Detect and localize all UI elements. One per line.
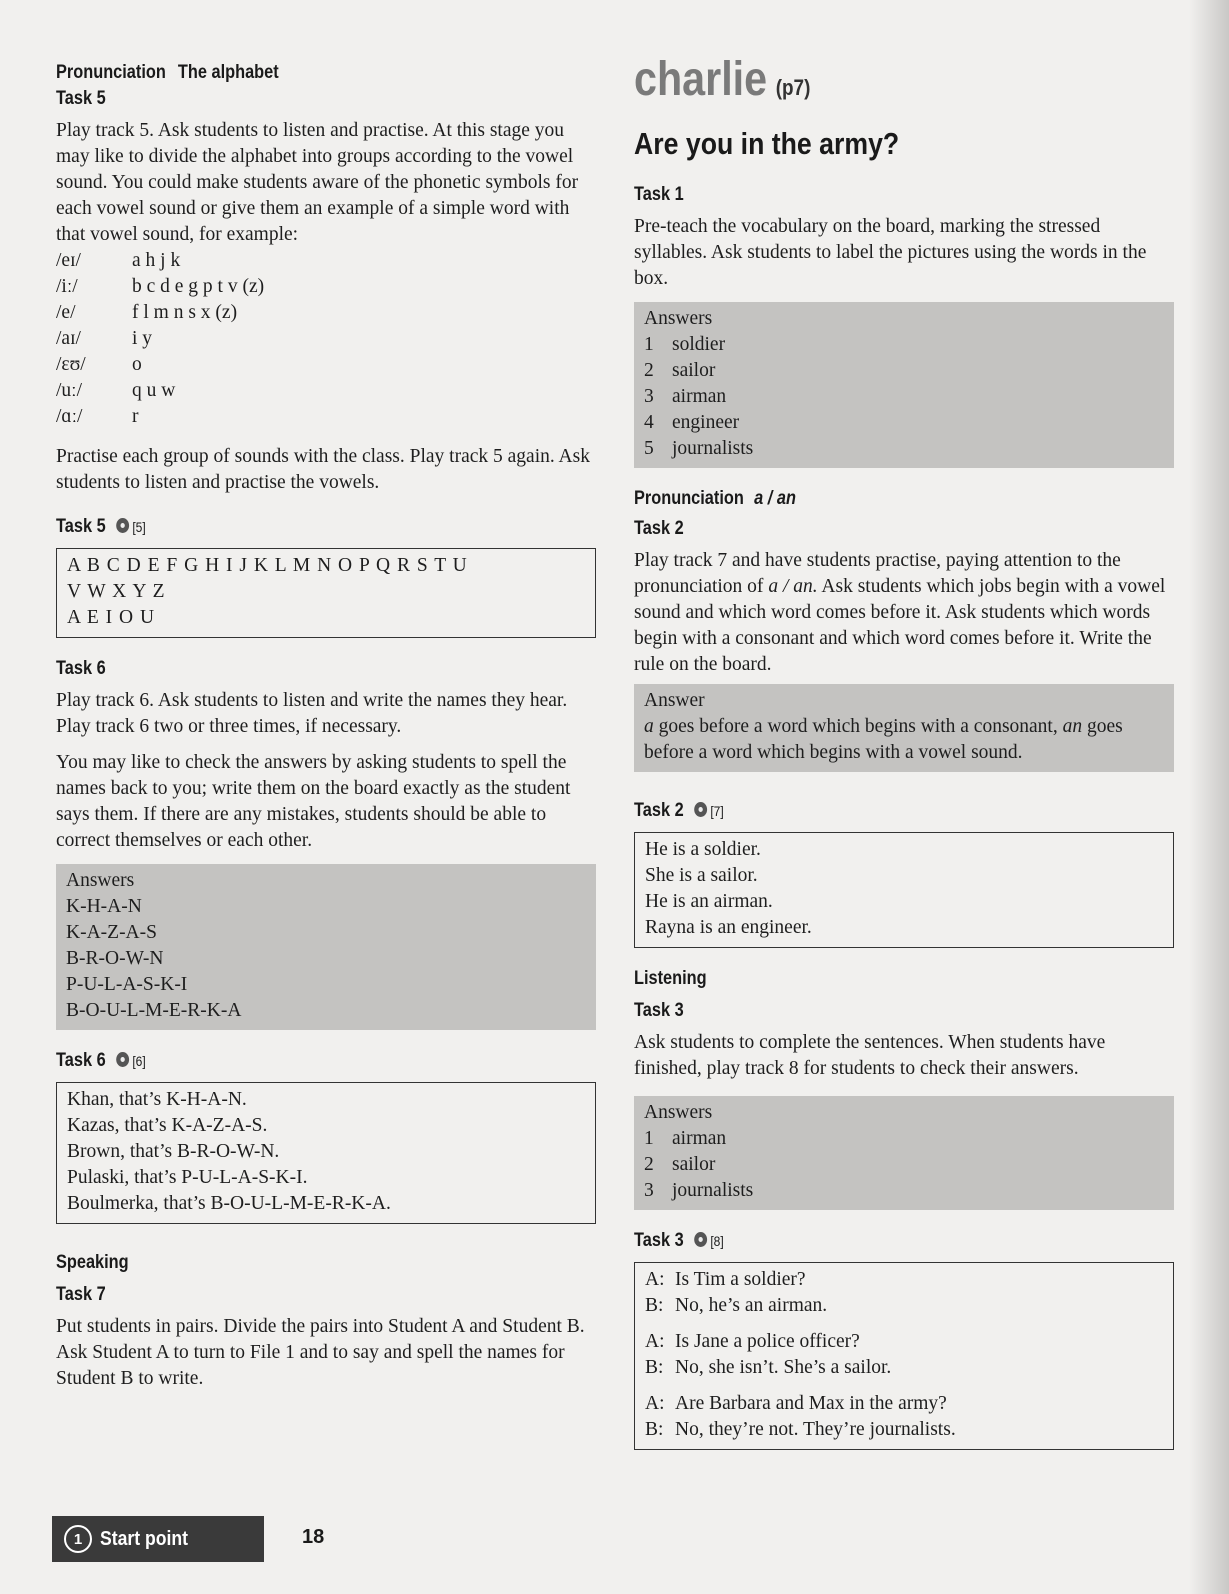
- answer-item: K-A-Z-A-S: [66, 922, 157, 943]
- page-edge-shadow: [1189, 0, 1229, 1594]
- task6-answers-box: Answers K-H-A-N K-A-Z-A-S B-R-O-W-N P-U-L-A-S-K-I B-O-U-L-M-E-R-K-A: [56, 864, 596, 1030]
- dialogue: A: Are Barbara and Max in the army? B: No, they’re not. They’re journalists.: [645, 1393, 956, 1440]
- phonetic-row: /ɑː/ r: [56, 406, 139, 427]
- task6-audio-heading: Task 6 [6]: [56, 1050, 146, 1071]
- task6-audioscript-box: Khan, that’s K-H-A-N. Kazas, that’s K-A-Z-A-S. Brown, that’s B-R-O-W-N. Pulaski, that’s P-U-L-A-S-K-I. Boulmerka, that’s B-O-U-L-M-E-R-K-A.: [56, 1082, 596, 1224]
- task3-audio-heading: Task 3 [8]: [634, 1230, 724, 1251]
- answer-item: 2 sailor: [644, 1154, 716, 1175]
- task5-heading: Task 5: [56, 88, 106, 109]
- phonetic-row: /e/ f l m n s x (z): [56, 302, 238, 323]
- task2-instructions: Play track 7 and have students practise, paying attention to the pronunciation of a / an. Ask students which jobs begin with a vowel sound and which word comes before it. Ask students which words begin with a consonant and which word comes before it. Write the rule on the board.: [634, 550, 1166, 675]
- task1-instructions: Pre-teach the vocabulary on the board, marking the stressed syllables. Ask students to label the pictures using the words in the box.: [634, 216, 1147, 289]
- task7-heading: Task 7: [56, 1284, 106, 1305]
- answer-item: K-H-A-N: [66, 896, 142, 917]
- cd-icon: [116, 1052, 129, 1067]
- task6-instructions: Play track 6. Ask students to listen and write the names they hear. Play track 6 two or three times, if necessary.: [56, 690, 568, 737]
- lesson-title: Are you in the army?: [634, 126, 900, 161]
- unit-title: charlie (p7): [634, 53, 811, 106]
- answer-item: 1 soldier: [644, 334, 726, 355]
- answer-item: 4 engineer: [644, 412, 740, 433]
- right-column: [634, 53, 1174, 1450]
- task2-audio-heading: Task 2 [7]: [634, 800, 724, 821]
- task2-audioscript-box: He is a soldier. She is a sailor. He is an airman. Rayna is an engineer.: [634, 832, 1174, 948]
- alphabet-box: A B C D E F G H I J K L M N O P Q R S T U V W X Y Z A E I O U: [56, 548, 596, 638]
- task2-rule: a goes before a word which begins with a consonant, an goes before a word which begins with a vowel sound.: [644, 716, 1123, 763]
- answer-item: 2 sailor: [644, 360, 716, 381]
- task1-answers-box: Answers 1 soldier 2 sailor 3 airman 4 engineer 5 journalists: [634, 302, 1174, 468]
- cd-icon: [694, 1232, 707, 1247]
- task2-heading: Task 2: [634, 518, 684, 539]
- pronunciation-heading: Pronunciation The alphabet: [56, 62, 279, 83]
- task3-audioscript-box: [634, 1262, 1174, 1450]
- cd-icon: [694, 802, 707, 817]
- phonetic-row: /iː/ b c d e g p t v (z): [56, 276, 265, 297]
- task1-heading: Task 1: [634, 184, 684, 205]
- answer-item: B-R-O-W-N: [66, 948, 164, 969]
- cd-icon: [116, 518, 129, 533]
- task7-instructions: Put students in pairs. Divide the pairs into Student A and Student B. Ask Student A to turn to File 1 and to say and spell the names for Student B to write.: [56, 1316, 585, 1389]
- answer-item: 1 airman: [644, 1128, 727, 1149]
- task6-check-instructions: You may like to check the answers by asking students to spell the names back to you; write them on the board exactly as the student says them. If there are any mistakes, students should be able to correct themselves or each other.: [56, 752, 571, 851]
- listening-heading: Listening: [634, 968, 707, 989]
- phonetic-row: /aɪ/ i y: [56, 328, 153, 349]
- phonetic-list: [56, 248, 596, 430]
- page-number: 18: [302, 1526, 325, 1548]
- answer-item: 5 journalists: [644, 438, 754, 459]
- left-column: [56, 60, 596, 1392]
- task5-audio-heading: Task 5 [5]: [56, 516, 146, 537]
- task3-answers-box: Answers 1 airman 2 sailor 3 journalists: [634, 1096, 1174, 1210]
- answer-item: P-U-L-A-S-K-I: [66, 974, 188, 995]
- task3-heading: Task 3: [634, 1000, 684, 1021]
- unit-label: Start point: [100, 1527, 188, 1550]
- dialogue: A: Is Jane a police officer? B: No, she isn’t. She’s a sailor.: [645, 1331, 892, 1378]
- answer-item: 3 journalists: [644, 1180, 754, 1201]
- task6-heading: Task 6: [56, 658, 106, 679]
- practise-instructions: Practise each group of sounds with the class. Play track 5 again. Ask students to listen and practise the vowels.: [56, 446, 590, 493]
- phonetic-row: /ɛʊ/ o: [56, 354, 142, 375]
- task3-instructions: Ask students to complete the sentences. When students have finished, play track 8 for students to check their answers.: [634, 1032, 1106, 1079]
- task2-answer-box: Answer a goes before a word which begins with a consonant, an goes before a word which begins with a vowel sound.: [634, 684, 1174, 772]
- speaking-heading: Speaking: [56, 1252, 129, 1273]
- answer-item: B-O-U-L-M-E-R-K-A: [66, 1000, 242, 1021]
- task5-instructions: Play track 5. Ask students to listen and practise. At this stage you may like to divide the alphabet into groups according to the vowel sound. You could make students aware of the phonetic symbols for each vowel sound or give them an example of a simple word with that vowel sound, for example:: [56, 120, 579, 245]
- phonetic-row: /eɪ/ a h j k: [56, 250, 181, 271]
- dialogue: A: Is Tim a soldier? B: No, he’s an airman.: [645, 1269, 828, 1316]
- unit-number-badge: 1: [64, 1525, 92, 1553]
- unit-tab: [52, 1516, 264, 1562]
- phonetic-row: /uː/ q u w: [56, 380, 176, 401]
- pron-a-an-heading: Pronunciation a / an: [634, 488, 796, 509]
- answer-item: 3 airman: [644, 386, 727, 407]
